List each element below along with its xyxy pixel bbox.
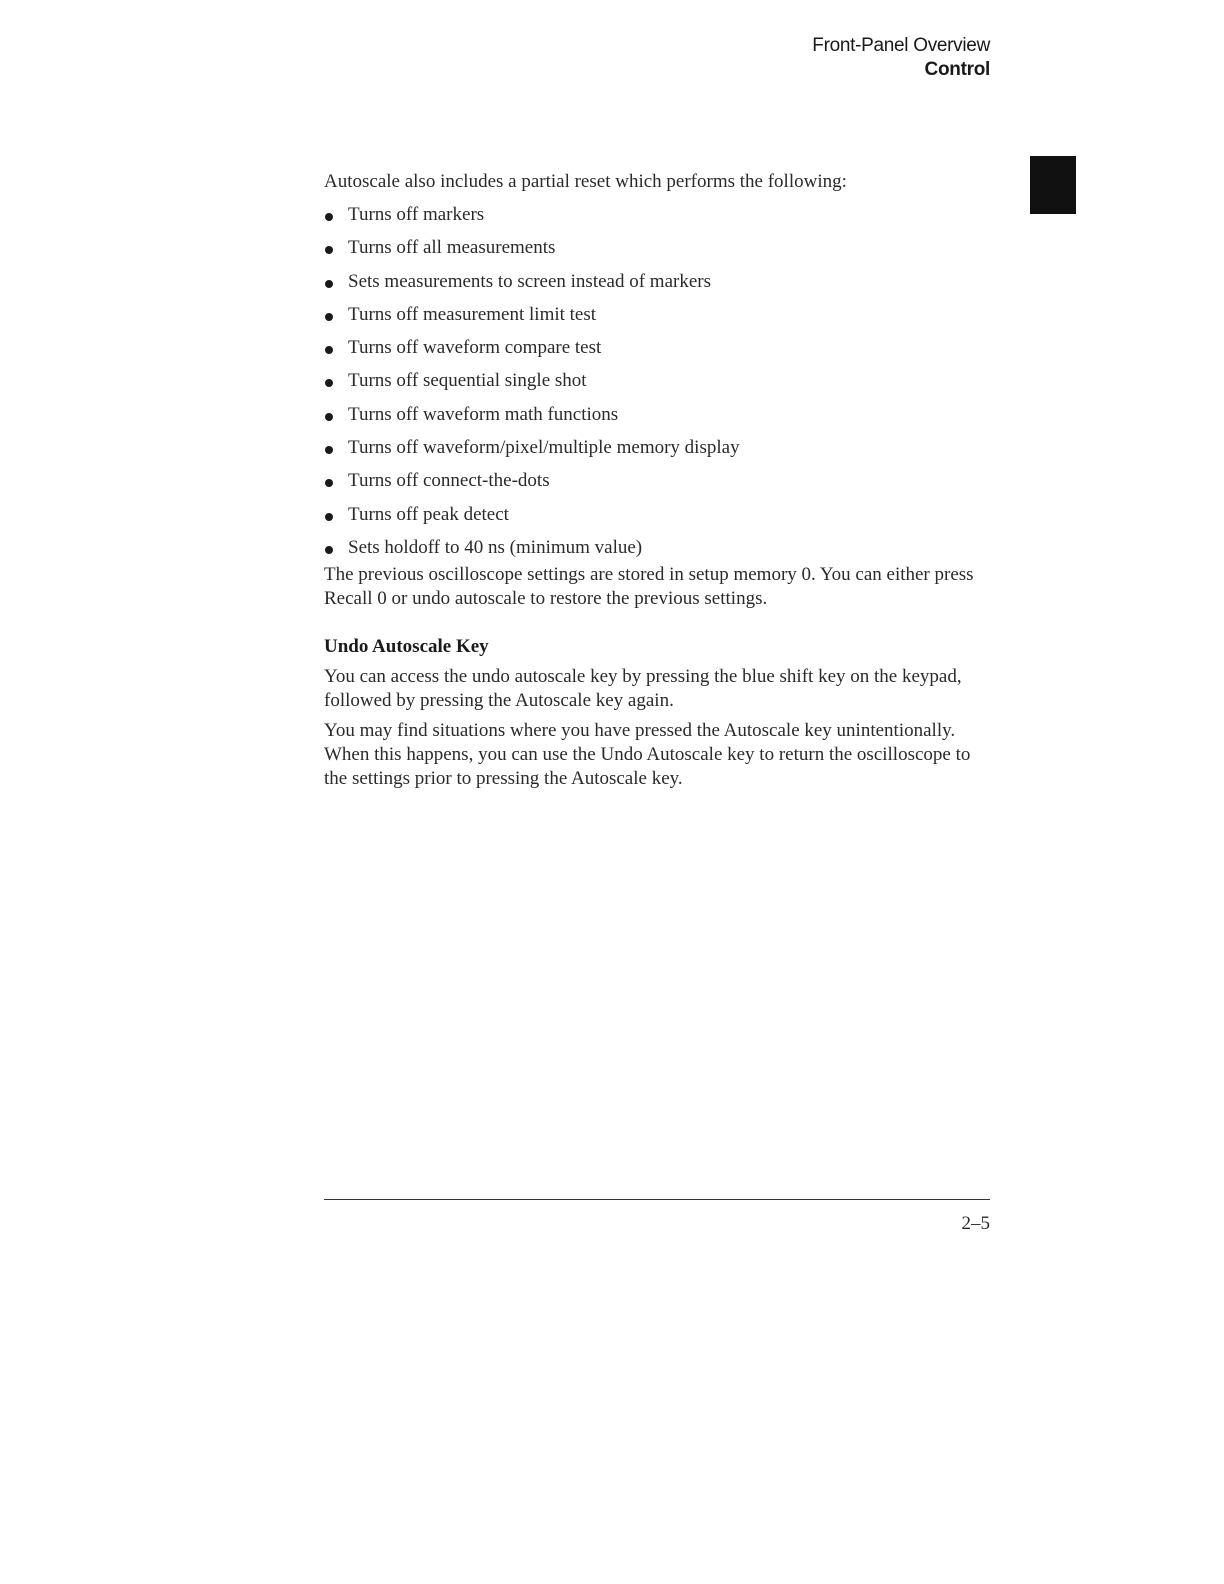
list-item [324, 236, 990, 260]
section-title: Control [924, 59, 990, 80]
running-header [812, 34, 990, 82]
thumb-tab-mark [1048, 172, 1054, 194]
chapter-thumb-tab [1030, 156, 1076, 214]
previous-settings-paragraph: The previous oscilloscope settings are stored in setup memory 0. You can either press Recall 0 or undo autoscale to restore the previous settings. [324, 564, 974, 610]
list-item-text: Sets holdoff to 40 ns (minimum value) [348, 536, 643, 558]
bullet-icon [325, 280, 333, 288]
list-item [324, 336, 990, 360]
list-item-text: Turns off waveform math functions [348, 403, 619, 425]
list-item [324, 203, 990, 227]
page-content [324, 170, 990, 791]
list-item [324, 403, 990, 427]
list-item [324, 369, 990, 393]
undo-situations-paragraph: You may find situations where you have pressed the Autoscale key unintentionally. When this happens, you can use the Undo Autoscale key to return the oscilloscope to the settings prior to pressing the Autoscale key. [324, 720, 971, 790]
bullet-icon [325, 446, 333, 454]
bullet-icon [325, 546, 333, 554]
list-item-text: Turns off connect-the-dots [348, 470, 550, 492]
chapter-title: Front-Panel Overview [812, 35, 990, 56]
bullet-icon [325, 413, 333, 421]
bullet-icon [325, 346, 333, 354]
list-item [324, 303, 990, 327]
list-item [324, 469, 990, 493]
list-item-text: Turns off all measurements [348, 237, 556, 259]
reset-actions-list [324, 203, 990, 560]
undo-access-paragraph: You can access the undo autoscale key by pressing the blue shift key on the keypad, followed by pressing the Autoscale key again. [324, 666, 962, 712]
list-item-text: Turns off sequential single shot [348, 370, 587, 392]
bullet-icon [325, 313, 333, 321]
list-item [324, 270, 990, 294]
footer-divider [324, 1199, 990, 1200]
intro-paragraph: Autoscale also includes a partial reset which performs the following: [324, 171, 847, 192]
list-item-text: Turns off waveform compare test [348, 337, 602, 359]
bullet-icon [325, 479, 333, 487]
page-number: 2–5 [961, 1213, 990, 1234]
undo-autoscale-heading: Undo Autoscale Key [324, 636, 489, 658]
list-item-text: Turns off peak detect [348, 503, 509, 525]
bullet-icon [325, 513, 333, 521]
list-item-text: Sets measurements to screen instead of markers [348, 270, 711, 292]
list-item [324, 436, 990, 460]
list-item [324, 503, 990, 527]
bullet-icon [325, 246, 333, 254]
list-item [324, 536, 990, 560]
bullet-icon [325, 213, 333, 221]
list-item-text: Turns off measurement limit test [348, 303, 597, 325]
list-item-text: Turns off waveform/pixel/multiple memory display [348, 437, 740, 459]
list-item-text: Turns off markers [348, 204, 485, 225]
bullet-icon [325, 379, 333, 387]
